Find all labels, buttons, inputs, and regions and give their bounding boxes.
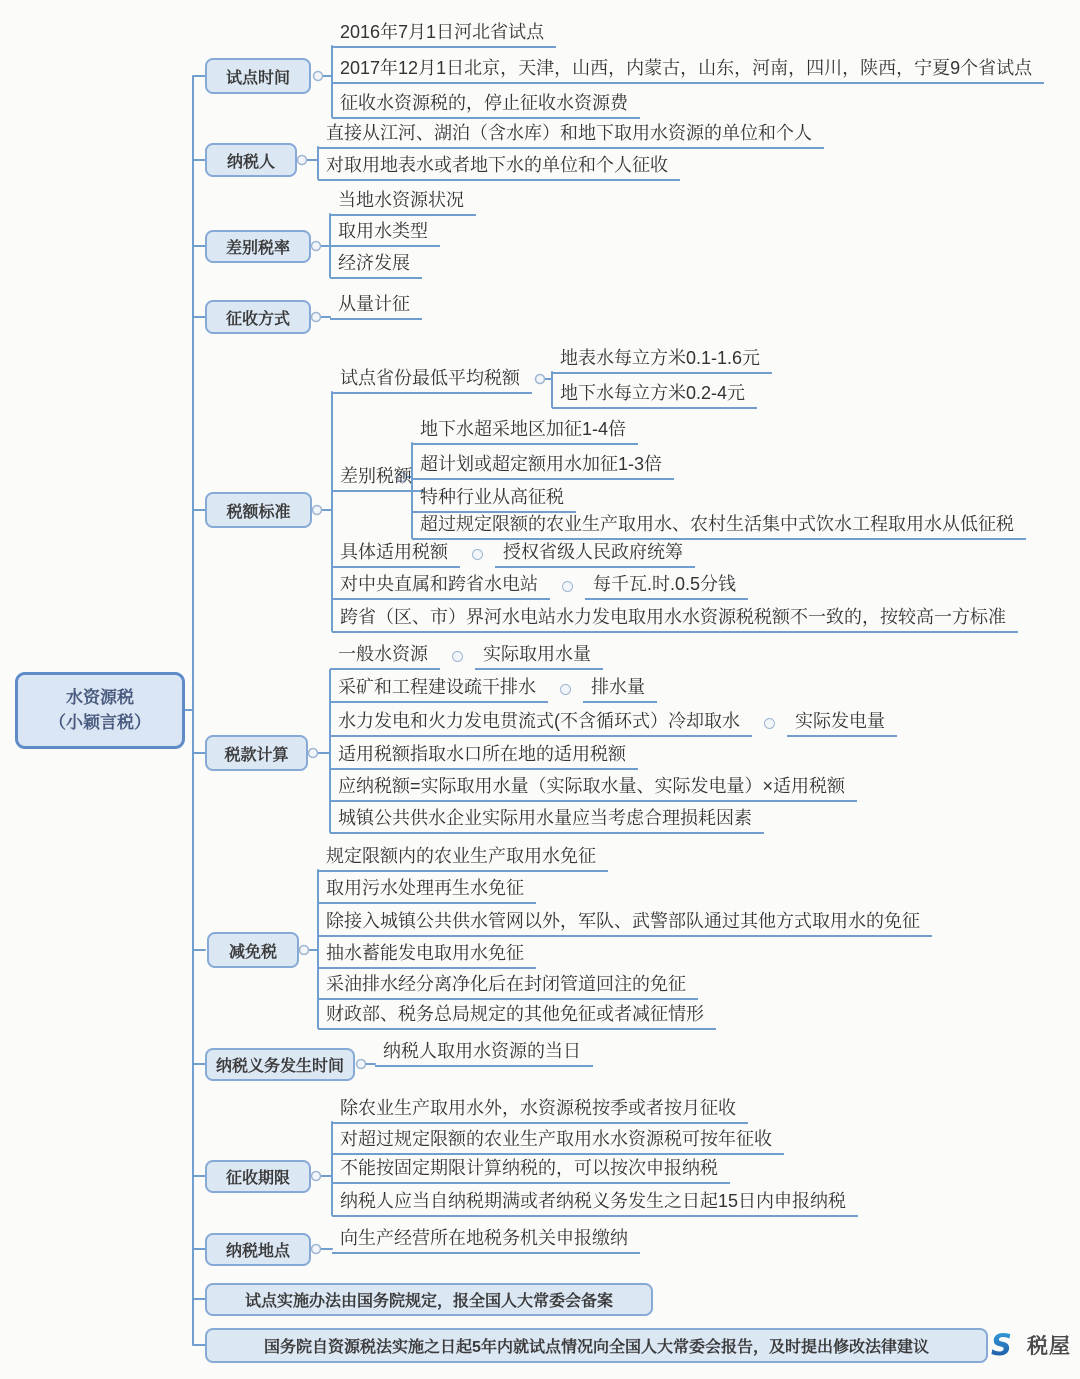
row-mining-drainage (330, 677, 657, 703)
row-central-hydropower (332, 574, 748, 600)
leaf-cross-province-river: 跨省（区、市）界河水电站水力发电取用水水资源税税额不一致的，按较高一方标准 (332, 605, 1018, 633)
collapse-handle-icon (562, 581, 573, 592)
root-title-line2: （小颖言税） (49, 712, 151, 732)
leaf-taxpayer-def: 直接从江河、湖泊（含水库）和地下取用水资源的单位和个人 (318, 121, 824, 149)
leaf-other-exemption: 财政部、税务总局规定的其他免征或者减征情形 (318, 1002, 716, 1030)
root-topic (15, 672, 185, 749)
subtopic-min-average-amount: 试点省份最低平均税额 (332, 366, 532, 394)
leaf-surface-water-rate: 地表水每立方米0.1-1.6元 (552, 346, 772, 374)
leaf-economy: 经济发展 (330, 251, 422, 279)
leaf-agriculture-low: 超过规定限额的农业生产取用水、农村生活集中式饮水工程取用水从低征税 (412, 512, 1026, 540)
leaf-pilot-2016: 2016年7月1日河北省试点 (332, 20, 556, 48)
root-title-line1: 水资源税 (66, 687, 134, 707)
leaf-pilot-2017: 2017年12月1日北京，天津，山西，内蒙古，山东，河南，四川，陕西，宁夏9个省试点 (332, 56, 1044, 84)
leaf-general-water: 一般水资源 (330, 642, 440, 670)
leaf-actual-intake: 实际取用水量 (475, 642, 603, 670)
leaf-central-hydropower: 对中央直属和跨省水电站 (332, 572, 550, 600)
row-general-water (330, 644, 603, 670)
branch-box-pilot-time: 试点时间 (205, 58, 311, 94)
leaf-drainage-volume: 排水量 (583, 675, 657, 703)
leaf-mining-drainage: 采矿和工程建设疏干排水 (330, 675, 548, 703)
leaf-actual-generation: 实际发电量 (787, 709, 897, 737)
leaf-per-kwh-rate: 每千瓦.时.0.5分钱 (585, 572, 748, 600)
row-specific-amount (332, 542, 695, 568)
leaf-provincial-gov: 授权省级人民政府统筹 (495, 540, 695, 568)
leaf-per-occurrence: 不能按固定期限计算纳税的，可以按次申报纳税 (332, 1156, 730, 1184)
leaf-ground-water-rate: 地下水每立方米0.2-4元 (552, 381, 757, 409)
branch-box-tax-standard: 税额标准 (205, 492, 312, 528)
shuiwu-s-icon (990, 1329, 1024, 1361)
branch-box-taxpayer: 纳税人 (205, 143, 297, 177)
branch-box-levy-method: 征收方式 (205, 300, 311, 334)
collapse-handle-icon (560, 684, 571, 695)
shuiwu-watermark (990, 1329, 1071, 1361)
collapse-handle-icon (452, 651, 463, 662)
leaf-local-water: 当地水资源状况 (330, 188, 476, 216)
leaf-water-type: 取用水类型 (330, 219, 440, 247)
leaf-applicable-amount: 适用税额指取水口所在地的适用税额 (330, 742, 638, 770)
leaf-quantity-based: 从量计征 (330, 292, 422, 320)
note-box-pilot-measures: 试点实施办法由国务院规定，报全国人大常委会备案 (205, 1283, 653, 1316)
collapse-handle-icon (472, 549, 483, 560)
leaf-annual-agri: 对超过规定限额的农业生产取用水水资源税可按年征收 (332, 1127, 784, 1155)
branch-box-exemption: 减免税 (207, 932, 299, 968)
leaf-15-days: 纳税人应当自纳税期满或者纳税义务发生之日起15日内申报纳税 (332, 1189, 858, 1217)
svg-text:S: S (991, 1329, 1012, 1361)
branch-box-tax-calculation: 税款计算 (205, 735, 308, 771)
leaf-obligation-day: 纳税人取用水资源的当日 (375, 1039, 593, 1067)
leaf-loss-factor: 城镇公共供水企业实际用水量应当考虑合理损耗因素 (330, 806, 764, 834)
branch-box-differential-rate: 差别税率 (205, 230, 311, 263)
leaf-taxpayer-scope: 对取用地表水或者地下水的单位和个人征收 (318, 153, 680, 181)
note-box-state-council-report: 国务院自资源税法实施之日起5年内就试点情况向全国人大常委会报告，及时提出修改法律建议 (205, 1328, 988, 1363)
shuiwu-brand-text: 税屋 (1027, 1335, 1071, 1358)
subtopic-differential-amount: 差别税额 (332, 464, 424, 492)
leaf-stop-fee: 征收水资源税的，停止征收水资源费 (332, 91, 640, 119)
leaf-specific-amount: 具体适用税额 (332, 540, 460, 568)
row-power-cooling (330, 711, 897, 737)
leaf-tax-formula: 应纳税额=实际取用水量（实际取水量、实际发电量）×适用税额 (330, 774, 857, 802)
branch-box-levy-period: 征收期限 (205, 1160, 311, 1193)
leaf-quarter-month: 除农业生产取用水外，水资源税按季或者按月征收 (332, 1096, 748, 1124)
leaf-declare-place: 向生产经营所在地税务机关申报缴纳 (332, 1226, 640, 1254)
branch-box-obligation-time: 纳税义务发生时间 (205, 1048, 355, 1081)
branch-box-payment-place: 纳税地点 (205, 1233, 311, 1266)
leaf-pumped-storage: 抽水蓄能发电取用水免征 (318, 941, 536, 969)
leaf-recycled-water: 取用污水处理再生水免征 (318, 876, 536, 904)
leaf-oil-reinjection: 采油排水经分离净化后在封闭管道回注的免征 (318, 972, 698, 1000)
collapse-handle-icon (764, 718, 775, 729)
leaf-special-industry: 特种行业从高征税 (412, 485, 576, 513)
leaf-agri-exempt: 规定限额内的农业生产取用水免征 (318, 844, 608, 872)
leaf-military: 除接入城镇公共供水管网以外，军队、武警部队通过其他方式取用水的免征 (318, 909, 932, 937)
leaf-over-quota: 超计划或超定额用水加征1-3倍 (412, 452, 674, 480)
leaf-power-cooling: 水力发电和火力发电贯流式(不含循环式）冷却取水 (330, 709, 752, 737)
leaf-overdraft-area: 地下水超采地区加征1-4倍 (412, 417, 638, 445)
